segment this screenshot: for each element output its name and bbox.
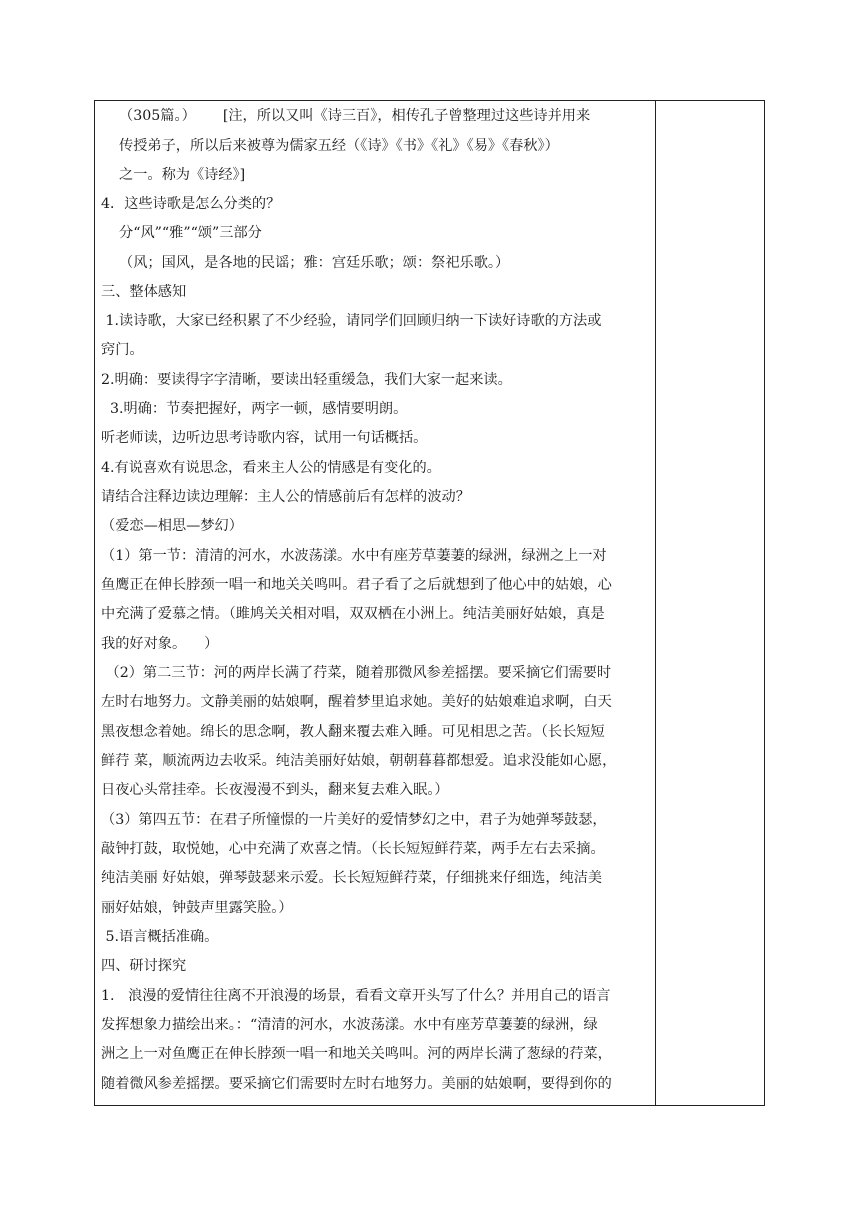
text-line: 3.明确：节奏把握好，两字一顿，感情要明朗。 (101, 401, 408, 417)
text-line: 纯洁美丽 好姑娘，弹琴鼓瑟来示爱。长长短短鲜荇菜，仔细挑来仔细选，纯洁美 (101, 870, 603, 886)
text-line: （风；国风，是各地的民谣；雅：宫廷乐歌；颂：祭祀乐歌。） (101, 255, 510, 271)
text-line: 5.语言概括准确。 (101, 929, 219, 945)
text-line: 窍门。 (101, 342, 144, 358)
text-line: 左时右地努力。文静美丽的姑娘啊，醒着梦里追求她。美好的姑娘难追求啊，白天 (101, 694, 612, 710)
text-line: 听老师读，边听边思考诗歌内容，试用一句话概括。 (101, 430, 428, 446)
text-line: 中充满了爱慕之情。（雎鸠关关相对唱，双双栖在小洲上。纯洁美丽好姑娘，真是 (101, 606, 605, 622)
text-line: 我的好对象。 ） (101, 636, 219, 652)
text-line: （3）第四五节：在君子所憧憬的一片美好的爱情梦幻之中，君子为她弹琴鼓瑟， (101, 812, 607, 828)
text-line: 传授弟子，所以后来被尊为儒家五经（《诗》《书》《礼》《易》《春秋》） (101, 138, 559, 154)
text-line: 发挥想象力描绘出来。：“清清的河水，水波荡漾。水中有座芳草萋萋的绿洲，绿 (101, 1017, 598, 1033)
text-line: （305篇。） [注，所以又叫《诗三百》，相传孔子曾整理过这些诗并用来 (101, 108, 591, 124)
text-line: 日夜心头常挂牵。长夜漫漫不到头，翻来复去难入眠。） (101, 782, 449, 798)
column-divider (655, 101, 656, 1105)
text-line: 三、整体感知 (101, 284, 187, 300)
text-line: 丽好姑娘，钟鼓声里露笑脸。） (101, 900, 293, 916)
text-line: 随着微风参差摇摆。要采摘它们需要时左时右地努力。美丽的姑娘啊，要得到你的 (101, 1076, 612, 1092)
text-line: （爱恋—相思—梦幻） (101, 518, 243, 534)
text-line: 1.读诗歌，大家已经积累了不少经验，请同学们回顾归纳一下读好诗歌的方法或 (101, 313, 602, 329)
text-line: 请结合注释边读边理解：主人公的情感前后有怎样的波动？ (101, 489, 470, 505)
text-line: 鱼鹰正在伸长脖颈一唱一和地关关鸣叫。君子看了之后就想到了他心中的姑娘，心 (101, 577, 612, 593)
text-line: 2.明确：要读得字字清晰，要读出轻重缓急，我们大家一起来读。 (101, 372, 512, 388)
text-line: 洲之上一对鱼鹰正在伸长脖颈一唱一和地关关鸣叫。河的两岸长满了葱绿的荇菜， (101, 1046, 612, 1062)
text-line: （1）第一节：清清的河水，水波荡漾。水中有座芳草萋萋的绿洲，绿洲之上一对 (101, 548, 607, 564)
text-line: 鲜荇 菜，顺流两边去收采。纯洁美丽好姑娘，朝朝暮暮都想爱。追求没能如心愿， (101, 753, 617, 769)
lesson-plan-table (94, 100, 765, 1106)
text-line: 黑夜想念着她。绵长的思念啊，教人翻来覆去难入睡。可见相思之苦。（长长短短 (101, 724, 605, 740)
text-line: 4.有说喜欢有说思念，看来主人公的情感是有变化的。 (101, 460, 441, 476)
text-line: （2）第二三节：河的两岸长满了荇菜，随着那微风参差摇摆。要采摘它们需要时 (101, 665, 612, 681)
text-line: 4．这些诗歌是怎么分类的？ (101, 196, 281, 212)
text-line: 分“风”“雅”“颂”三部分 (101, 225, 262, 241)
text-line: 敲钟打鼓，取悦她，心中充满了欢喜之情。（长长短短鲜荇菜，两手左右去采摘。 (101, 841, 605, 857)
text-line: 1. 浪漫的爱情往往离不开浪漫的场景，看看文章开头写了什么？并用自己的语言 (101, 988, 611, 1004)
text-line: 四、研讨探究 (101, 958, 187, 974)
text-line: 之一。称为《诗经》] (101, 167, 246, 183)
